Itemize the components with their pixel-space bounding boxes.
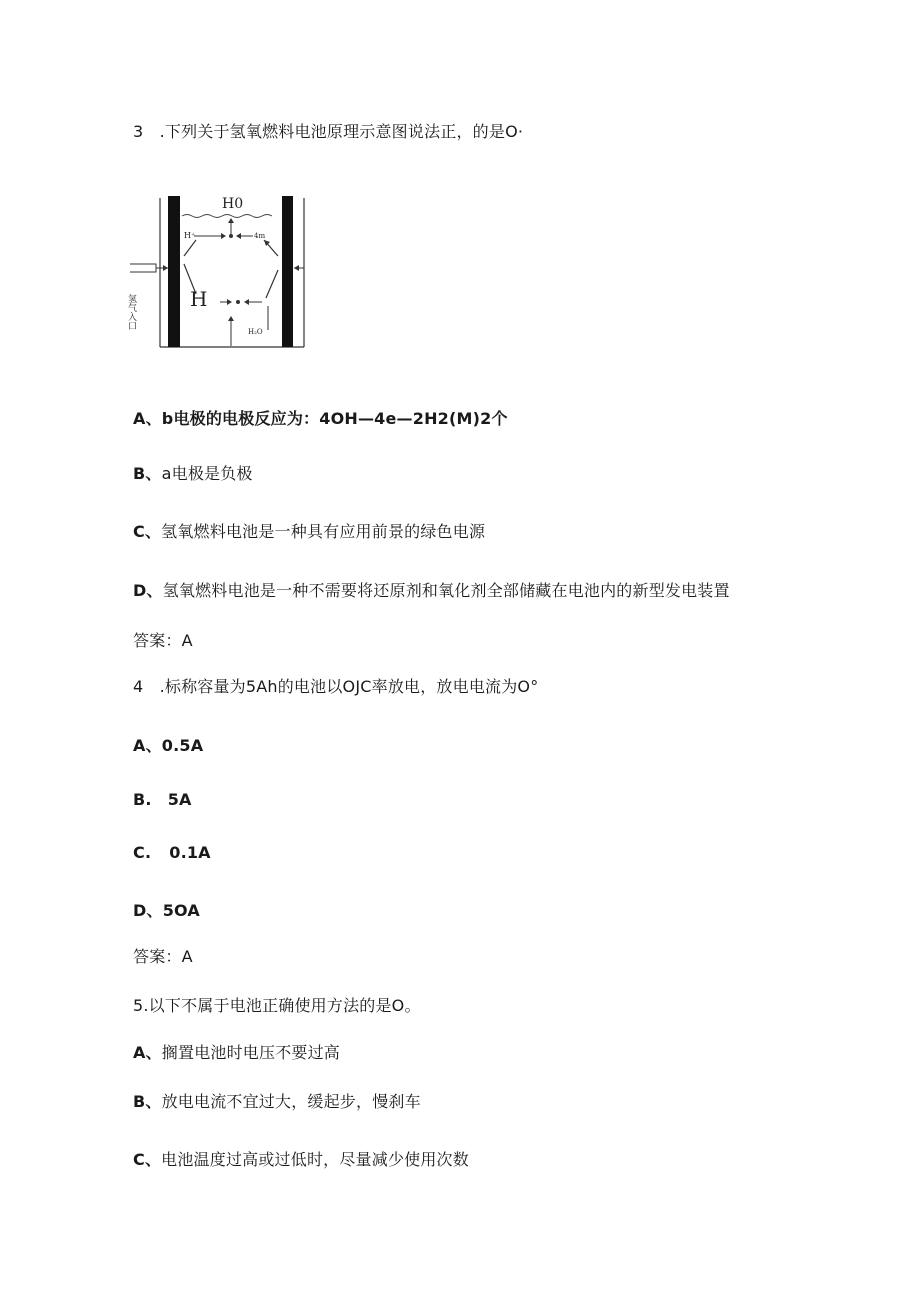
q3-answer: 答案：A (133, 631, 193, 650)
option-letter: B、 (133, 1092, 162, 1111)
option-text: 氢氧燃料电池是一种具有应用前景的绿色电源 (161, 522, 486, 541)
loop-upper-left (184, 240, 196, 256)
h2o-label: H₂O (248, 328, 263, 336)
option-text: 电池温度过高或过低时，尽量减少使用次数 (161, 1150, 469, 1169)
option-text: 5A (167, 790, 192, 809)
top-label: H0 (222, 196, 244, 212)
option-letter: B、 (133, 464, 162, 483)
question-3-stem: 3 .下列关于氢氧燃料电池原理示意图说法正，的是O· (133, 122, 524, 141)
electrode-a (168, 196, 180, 347)
side-label: 氢气入口 (126, 294, 136, 330)
option-text: 搁置电池时电压不要过高 (161, 1043, 340, 1062)
question-5-stem: 5.以下不属于电池正确使用方法的是O。 (133, 996, 421, 1015)
option-letter: D、 (133, 581, 163, 600)
option-text: 氢氧燃料电池是一种不需要将还原剂和氧化剂全部储藏在电池内的新型发电装置 (162, 581, 730, 600)
loop-lower-right (266, 270, 278, 298)
option-text: a电极是负极 (161, 464, 253, 483)
option-letter: A、 (133, 1043, 162, 1062)
q3-option-c (133, 521, 485, 543)
option-text: 放电电流不宜过大，缓起步，慢刹车 (161, 1092, 421, 1111)
option-letter: C、 (133, 1150, 162, 1169)
inlet-pipe (130, 264, 156, 272)
e-label: 4m (254, 232, 266, 240)
q3-option-b (133, 463, 253, 485)
q5-option-a (133, 1042, 340, 1064)
option-letter: C、 (133, 522, 162, 541)
liquid-surface (182, 215, 272, 218)
q4-answer: 答案：A (133, 947, 193, 966)
h-label: H (190, 287, 208, 311)
q4-option-d (133, 900, 200, 922)
q5-option-c (133, 1149, 469, 1171)
option-text: b电极的电极反应为：4OH—4e—2H2(M)2个 (161, 409, 508, 428)
option-letter: B. (133, 790, 152, 809)
question-4-stem: 4 .标称容量为5Ah的电池以OJC率放电，放电电流为O° (133, 677, 539, 696)
option-letter: A、 (133, 736, 162, 755)
q4-option-a (133, 735, 203, 757)
fuel-cell-diagram (128, 190, 308, 350)
option-letter: A、 (133, 409, 162, 428)
option-letter: D、 (133, 901, 163, 920)
option-letter: C. (133, 843, 152, 862)
q3-option-a (133, 408, 508, 430)
q4-option-c (133, 842, 211, 864)
option-text: 0.5A (161, 736, 204, 755)
option-text: 5OA (162, 901, 200, 920)
electrode-b (282, 196, 293, 347)
hplus-label: H⁺ (184, 231, 196, 240)
q4-option-b (133, 789, 192, 811)
option-text: 0.1A (169, 843, 211, 862)
q5-option-b (133, 1091, 421, 1113)
fuel-cell-svg (128, 190, 308, 350)
q3-option-d (133, 580, 730, 602)
